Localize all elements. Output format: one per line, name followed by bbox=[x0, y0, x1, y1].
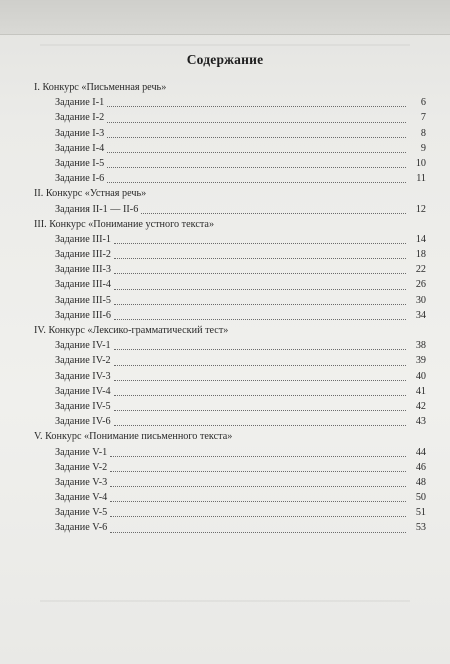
toc-entry bbox=[34, 445, 426, 460]
entry-label: Задание I-4 bbox=[55, 142, 105, 154]
page-number: 43 bbox=[415, 416, 426, 428]
entry-label: Задания II-1 — II-6 bbox=[55, 203, 139, 215]
entry-label: Задание V-4 bbox=[55, 492, 108, 504]
dot-leader bbox=[114, 379, 406, 381]
dot-leader bbox=[114, 364, 406, 366]
entry-label: Задание V-1 bbox=[55, 446, 108, 458]
page-number: 6 bbox=[420, 97, 426, 109]
page-number: 41 bbox=[415, 385, 426, 397]
page-number: 10 bbox=[415, 157, 426, 169]
dot-leader bbox=[114, 242, 406, 244]
toc-entry bbox=[34, 460, 426, 475]
page-number: 38 bbox=[415, 340, 426, 352]
entry-label: Задание I-3 bbox=[55, 127, 105, 139]
page-number: 39 bbox=[415, 355, 426, 367]
toc-entry bbox=[34, 277, 426, 292]
entry-label: Задание V-3 bbox=[55, 476, 108, 488]
dot-leader bbox=[114, 348, 406, 350]
toc-section-heading bbox=[34, 323, 426, 338]
toc-section-heading bbox=[34, 429, 426, 444]
toc-entry bbox=[34, 369, 426, 384]
entry-label: Задание I-2 bbox=[55, 112, 105, 124]
toc-entry bbox=[34, 171, 426, 186]
dot-leader bbox=[107, 121, 406, 123]
toc-entry bbox=[34, 95, 426, 110]
toc-entry bbox=[34, 399, 426, 414]
section-title: I. Конкурс «Письменная речь» bbox=[34, 82, 167, 93]
dot-leader bbox=[110, 531, 406, 533]
page-number: 12 bbox=[415, 203, 426, 215]
entry-label: Задание III-4 bbox=[55, 279, 111, 291]
entry-label: Задание III-3 bbox=[55, 264, 111, 276]
toc-entry bbox=[34, 232, 426, 247]
toc-entry bbox=[34, 338, 426, 353]
toc-entry bbox=[34, 475, 426, 490]
dot-leader bbox=[114, 288, 406, 290]
toc-list bbox=[34, 80, 426, 536]
toc-entry bbox=[34, 490, 426, 505]
entry-label: Задание I-5 bbox=[55, 157, 105, 169]
entry-label: Задание IV-4 bbox=[55, 385, 111, 397]
toc-entry bbox=[34, 520, 426, 535]
entry-label: Задание III-5 bbox=[55, 294, 111, 306]
toc-entry bbox=[34, 141, 426, 156]
dot-leader bbox=[107, 151, 406, 153]
toc-section-heading bbox=[34, 217, 426, 232]
page-number: 22 bbox=[415, 264, 426, 276]
page-number: 50 bbox=[415, 492, 426, 504]
page-number: 7 bbox=[420, 112, 426, 124]
dot-leader bbox=[141, 212, 406, 214]
entry-label: Задание I-6 bbox=[55, 173, 105, 185]
dot-leader bbox=[110, 485, 406, 487]
entry-label: Задание III-2 bbox=[55, 249, 111, 261]
page-number: 18 bbox=[415, 249, 426, 261]
toc-entry bbox=[34, 384, 426, 399]
section-title: V. Конкурс «Понимание письменного текста» bbox=[34, 431, 233, 443]
entry-label: Задание III-1 bbox=[55, 233, 111, 245]
section-title: IV. Конкурс «Лексико-грамматический тест» bbox=[34, 325, 229, 336]
dot-leader bbox=[114, 424, 406, 426]
dot-leader bbox=[114, 394, 406, 396]
page-number: 42 bbox=[415, 400, 426, 412]
page-number: 48 bbox=[415, 476, 426, 488]
entry-label: Задание III-6 bbox=[55, 309, 111, 321]
toc-title: Содержание bbox=[186, 52, 264, 67]
page-number: 8 bbox=[420, 127, 426, 139]
dot-leader bbox=[110, 500, 406, 502]
entry-label: Задание IV-2 bbox=[55, 355, 111, 367]
toc-entry bbox=[34, 156, 426, 171]
entry-label: Задание IV-3 bbox=[55, 370, 111, 382]
entry-label: Задание IV-6 bbox=[55, 416, 111, 428]
dot-leader bbox=[110, 470, 406, 472]
dot-leader bbox=[107, 136, 406, 138]
page-number: 11 bbox=[416, 173, 426, 185]
dot-leader bbox=[110, 455, 406, 457]
page-number: 51 bbox=[415, 507, 426, 519]
toc-entry bbox=[34, 126, 426, 141]
section-title: III. Конкурс «Понимание устного текста» bbox=[34, 218, 215, 230]
toc-entry bbox=[34, 414, 426, 429]
entry-label: Задание V-2 bbox=[55, 461, 108, 473]
toc-section-heading bbox=[34, 186, 426, 201]
dot-leader bbox=[114, 303, 406, 305]
dot-leader bbox=[110, 515, 406, 517]
page-number: 9 bbox=[420, 142, 426, 154]
toc-entry bbox=[34, 262, 426, 277]
entry-label: Задание IV-5 bbox=[55, 400, 111, 412]
toc-section-heading bbox=[34, 80, 426, 95]
dot-leader bbox=[107, 105, 406, 107]
toc-entry bbox=[34, 353, 426, 368]
page-top-shadow bbox=[0, 0, 450, 35]
toc-entry bbox=[34, 247, 426, 262]
toc-entry bbox=[34, 293, 426, 308]
page-number: 34 bbox=[415, 309, 426, 321]
dot-leader bbox=[107, 166, 406, 168]
page-number: 40 bbox=[415, 370, 426, 382]
entry-label: Задание IV-1 bbox=[55, 340, 111, 352]
toc-entry bbox=[34, 308, 426, 323]
show-through-line bbox=[40, 600, 410, 602]
show-through-line bbox=[40, 44, 410, 46]
page-number: 26 bbox=[415, 279, 426, 291]
toc-entry bbox=[34, 505, 426, 520]
page-number: 53 bbox=[415, 522, 426, 534]
page-number: 46 bbox=[415, 461, 426, 473]
page-footer bbox=[0, 640, 450, 664]
toc-entry bbox=[34, 202, 426, 217]
section-title: II. Конкурс «Устная речь» bbox=[34, 188, 147, 200]
page-number: 30 bbox=[415, 294, 426, 306]
entry-label: Задание I-1 bbox=[55, 97, 105, 109]
dot-leader bbox=[107, 181, 406, 183]
dot-leader bbox=[114, 257, 406, 259]
entry-label: Задание V-6 bbox=[55, 522, 108, 534]
dot-leader bbox=[114, 318, 406, 320]
page-number: 14 bbox=[415, 233, 426, 245]
entry-label: Задание V-5 bbox=[55, 507, 108, 519]
dot-leader bbox=[114, 409, 406, 411]
page-number: 44 bbox=[415, 446, 426, 458]
dot-leader bbox=[114, 272, 406, 274]
toc-entry bbox=[34, 110, 426, 125]
